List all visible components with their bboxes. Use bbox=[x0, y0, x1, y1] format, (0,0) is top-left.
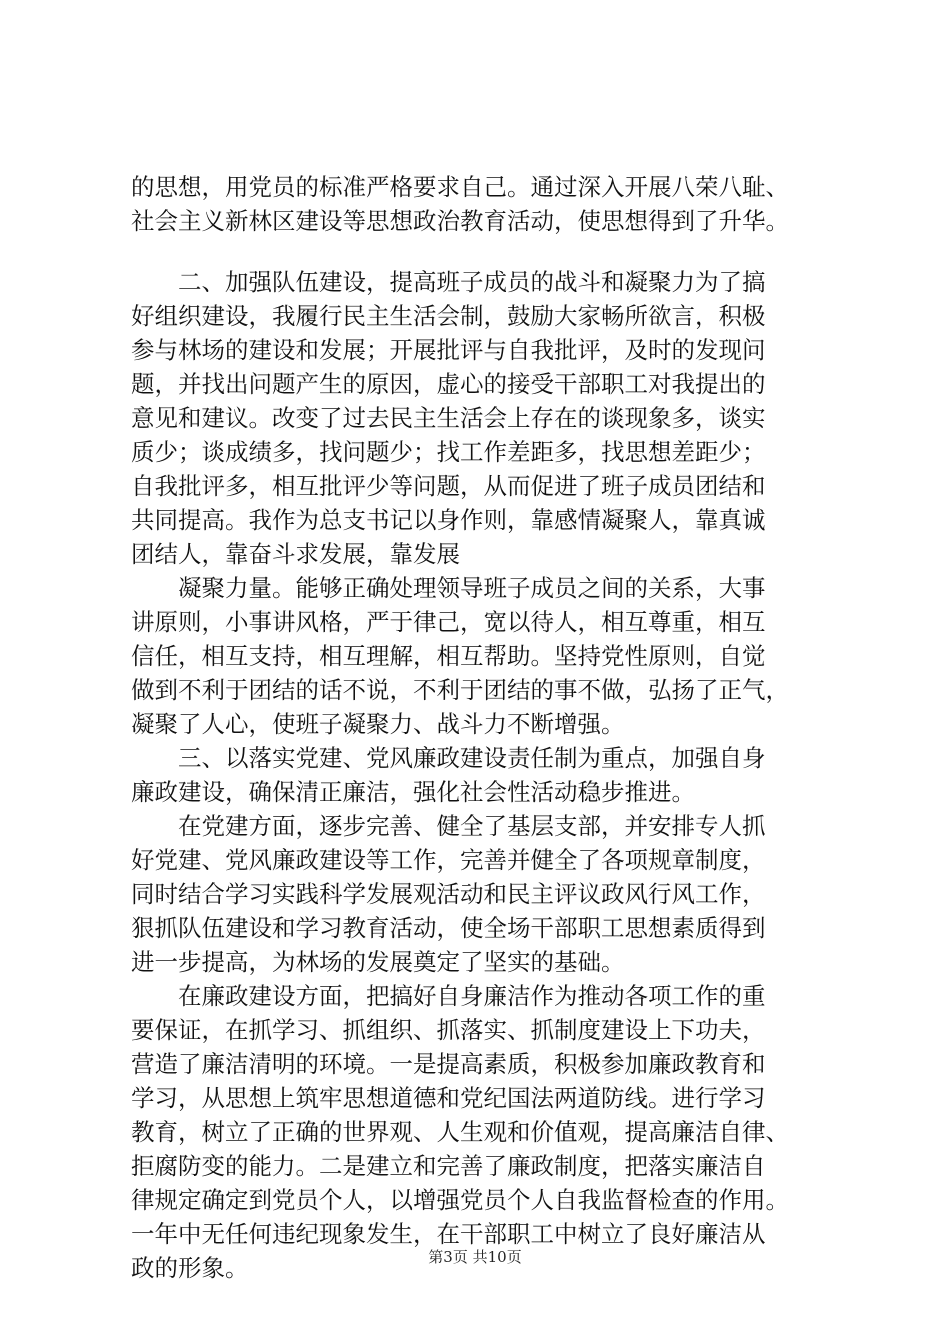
text-line: 三、以落实党建、党风廉政建设责任制为重点，加强自身 bbox=[131, 744, 766, 772]
text-line: 政的形象。 bbox=[131, 1254, 249, 1282]
text-line: 拒腐防变的能力。二是建立和完善了廉政制度，把落实廉洁自 bbox=[131, 1152, 766, 1180]
text-line: 的思想，用党员的标准严格要求自己。通过深入开展八荣八耻、 bbox=[131, 173, 789, 201]
text-line: 一年中无任何违纪现象发生，在干部职工中树立了良好廉洁从 bbox=[131, 1220, 766, 1248]
text-line: 质少；谈成绩多，找问题少；找工作差距多，找思想差距少； bbox=[131, 438, 766, 466]
text-line: 律规定确定到党员个人，以增强党员个人自我监督检查的作用。 bbox=[131, 1186, 789, 1214]
text-line: 在廉政建设方面，把搞好自身廉洁作为推动各项工作的重 bbox=[131, 982, 766, 1010]
document-body bbox=[131, 170, 831, 1285]
text-line: 教育，树立了正确的世界观、人生观和价值观，提高廉洁自律、 bbox=[131, 1118, 789, 1146]
text-line: 廉政建设，确保清正廉洁，强化社会性活动稳步推进。 bbox=[131, 778, 695, 806]
text-line: 做到不利于团结的话不说，不利于团结的事不做，弘扬了正气， bbox=[131, 676, 789, 704]
text-line: 在党建方面，逐步完善、健全了基层支部，并安排专人抓 bbox=[131, 812, 766, 840]
text-line: 参与林场的建设和发展；开展批评与自我批评，及时的发现问 bbox=[131, 336, 766, 364]
text-line: 共同提高。我作为总支书记以身作则，靠感情凝聚人，靠真诚 bbox=[131, 506, 766, 534]
text-line: 自我批评多，相互批评少等问题，从而促进了班子成员团结和 bbox=[131, 472, 766, 500]
text-line: 学习，从思想上筑牢思想道德和党纪国法两道防线。进行学习 bbox=[131, 1084, 766, 1112]
text-line: 信任，相互支持，相互理解，相互帮助。坚持党性原则，自觉 bbox=[131, 642, 766, 670]
text-line: 讲原则，小事讲风格，严于律己，宽以待人，相互尊重，相互 bbox=[131, 608, 766, 636]
text-line: 题，并找出问题产生的原因，虚心的接受干部职工对我提出的 bbox=[131, 370, 766, 398]
text-line: 团结人，靠奋斗求发展，靠发展 bbox=[131, 540, 460, 568]
text-line: 凝聚力量。能够正确处理领导班子成员之间的关系，大事 bbox=[131, 574, 766, 602]
text-line: 进一步提高，为林场的发展奠定了坚实的基础。 bbox=[131, 948, 625, 976]
text-line: 要保证，在抓学习、抓组织、抓落实、抓制度建设上下功夫， bbox=[131, 1016, 766, 1044]
text-line: 好党建、党风廉政建设等工作，完善并健全了各项规章制度， bbox=[131, 846, 766, 874]
text-line: 好组织建设，我履行民主生活会制，鼓励大家畅所欲言，积极 bbox=[131, 302, 766, 330]
text-line: 意见和建议。改变了过去民主生活会上存在的谈现象多，谈实 bbox=[131, 404, 766, 432]
text-line: 社会主义新林区建设等思想政治教育活动，使思想得到了升华。 bbox=[131, 207, 789, 235]
text-line: 二、加强队伍建设，提高班子成员的战斗和凝聚力为了搞 bbox=[131, 268, 766, 296]
text-line: 营造了廉洁清明的环境。一是提高素质，积极参加廉政教育和 bbox=[131, 1050, 766, 1078]
page-number-footer: 第3页 共10页 bbox=[428, 1248, 522, 1266]
text-line: 同时结合学习实践科学发展观活动和民主评议政风行风工作， bbox=[131, 880, 766, 908]
paragraph-gap bbox=[131, 238, 831, 265]
text-line: 狠抓队伍建设和学习教育活动，使全场干部职工思想素质得到 bbox=[131, 914, 766, 942]
text-line: 凝聚了人心，使班子凝聚力、战斗力不断增强。 bbox=[131, 710, 625, 738]
